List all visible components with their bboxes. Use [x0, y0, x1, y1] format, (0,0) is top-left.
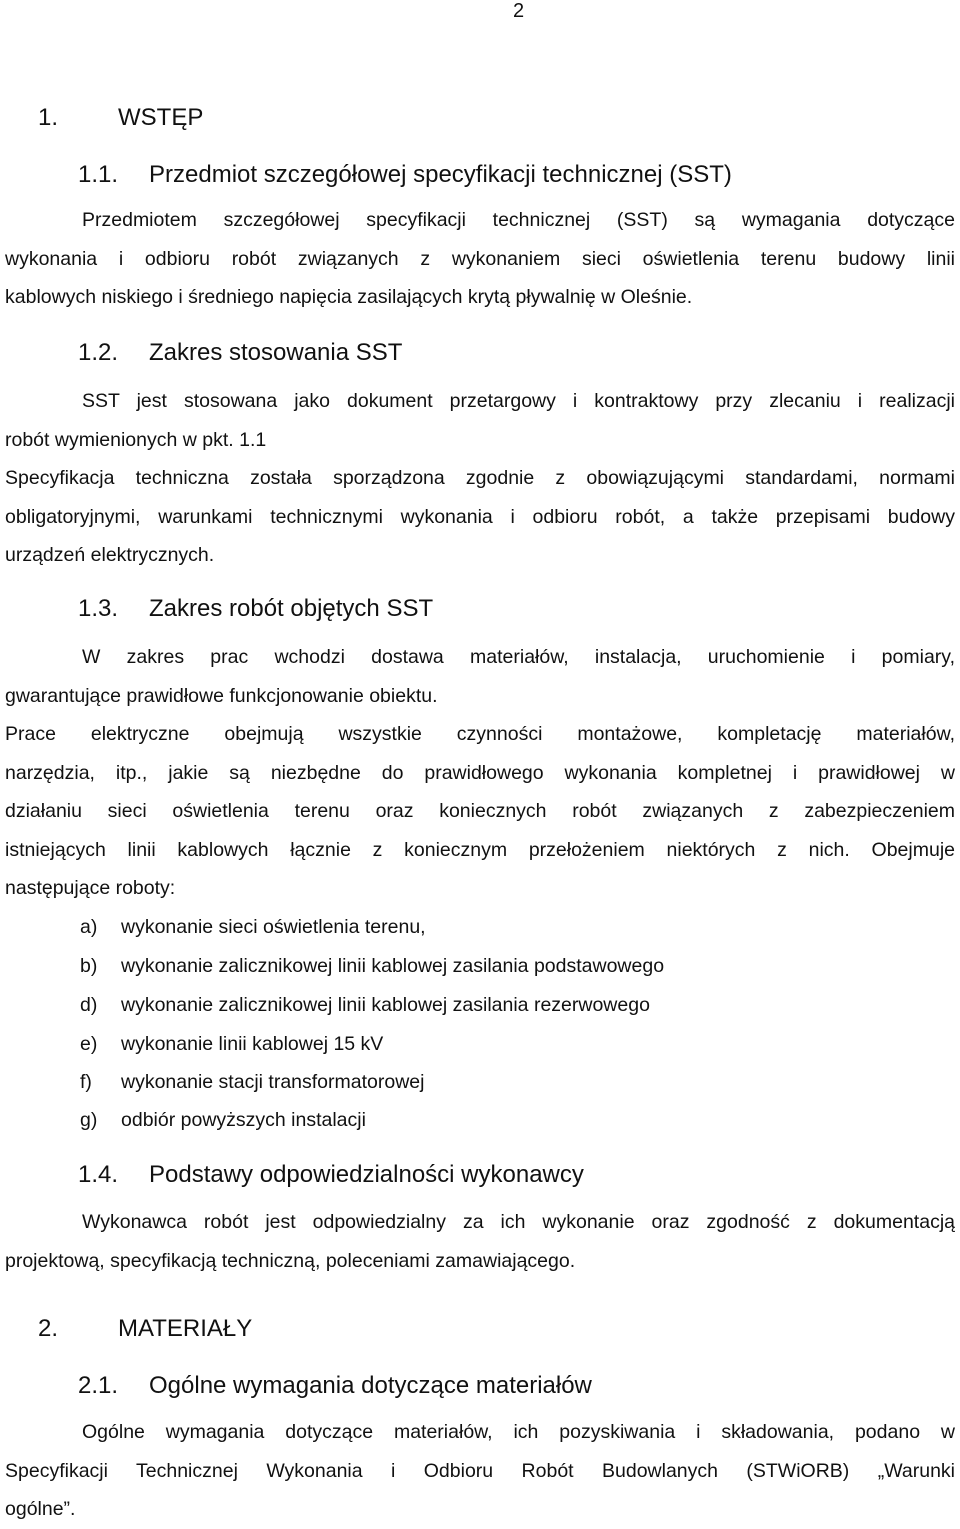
paragraph-line: kablowych niskiego i średniego napięcia zasilających krytą pływalnię w Oleśnie.	[5, 286, 693, 308]
paragraph-line: urządzeń elektrycznych.	[5, 544, 215, 566]
section-1-3-paragraph	[5, 638, 955, 908]
list-marker: b)	[80, 955, 98, 977]
list-item: odbiór powyższych instalacji	[121, 1109, 366, 1131]
paragraph-line: Specyfikacja techniczna została sporządzona zgodnie z obowiązującymi standardami, normami	[5, 467, 955, 489]
list-marker: e)	[80, 1033, 98, 1055]
section-1-1-title: Przedmiot szczegółowej specyfikacji technicznej (SST)	[149, 161, 732, 188]
section-1-4-paragraph	[5, 1203, 955, 1280]
paragraph-line: działaniu sieci oświetlenia terenu oraz koniecznych robót związanych z zabezpieczeniem	[5, 800, 955, 822]
list-item: wykonanie zalicznikowej linii kablowej zasilania podstawowego	[121, 955, 665, 977]
paragraph-line: następujące roboty:	[5, 877, 176, 899]
section-1-4-number: 1.4.	[78, 1161, 119, 1188]
paragraph-line: Prace elektryczne obejmują wszystkie czynności montażowe, kompletację materiałów,	[5, 723, 955, 745]
paragraph-line: gwarantujące prawidłowe funkcjonowanie obiektu.	[5, 684, 438, 707]
paragraph-line: wykonania i odbioru robót związanych z wykonaniem sieci oświetlenia terenu budowy linii	[5, 247, 955, 270]
section-2-number: 2.	[38, 1315, 59, 1342]
section-2-1-paragraph	[5, 1413, 955, 1529]
section-1-4-title: Podstawy odpowiedzialności wykonawcy	[149, 1161, 584, 1188]
list-item: wykonanie stacji transformatorowej	[121, 1071, 425, 1093]
list-marker: a)	[80, 916, 98, 938]
section-2-1-number: 2.1.	[78, 1372, 119, 1399]
list-marker: f)	[80, 1071, 92, 1093]
list-item: wykonanie zalicznikowej linii kablowej zasilania rezerwowego	[121, 994, 650, 1016]
section-1-1-paragraph	[5, 201, 955, 317]
paragraph-line: Przedmiotem szczegółowej specyfikacji technicznej (SST) są wymagania dotyczące	[82, 209, 955, 231]
page-number: 2	[513, 0, 525, 22]
section-1-3-number: 1.3.	[78, 595, 119, 622]
list-item: wykonanie linii kablowej 15 kV	[121, 1033, 384, 1055]
paragraph-line: Ogólne wymagania dotyczące materiałów, ich pozyskiwania i składowania, podano w	[82, 1421, 955, 1443]
section-1-2-title: Zakres stosowania SST	[149, 339, 403, 366]
paragraph-line: Specyfikacji Technicznej Wykonania i Odbioru Robót Budowlanych (STWiORB) „Warunki	[5, 1459, 955, 1482]
paragraph-line: istniejących linii kablowych łącznie z koniecznym przełożeniem niektórych z nich. Obejmuje	[5, 838, 955, 861]
section-1-2-number: 1.2.	[78, 339, 119, 366]
paragraph-line: SST jest stosowana jako dokument przetargowy i kontraktowy przy zlecaniu i realizacji	[82, 390, 955, 412]
list-marker: g)	[80, 1109, 98, 1131]
section-1-1-number: 1.1.	[78, 161, 119, 188]
paragraph-line: Wykonawca robót jest odpowiedzialny za ich wykonanie oraz zgodność z dokumentacją	[82, 1211, 955, 1233]
paragraph-line: projektową, specyfikacją techniczną, poleceniami zamawiającego.	[5, 1249, 576, 1272]
section-1-number: 1.	[38, 104, 59, 131]
paragraph-line: robót wymienionych w pkt. 1.1	[5, 428, 267, 451]
paragraph-line: narzędzia, itp., jakie są niezbędne do prawidłowego wykonania kompletnej i prawidłowej w	[5, 761, 955, 784]
list-item: wykonanie sieci oświetlenia terenu,	[121, 916, 426, 938]
section-1-2-paragraph-1	[5, 382, 955, 575]
paragraph-line: W zakres prac wchodzi dostawa materiałów, instalacja, uruchomienie i pomiary,	[82, 646, 955, 668]
section-2-title: MATERIAŁY	[118, 1315, 253, 1342]
section-1-3-title: Zakres robót objętych SST	[149, 595, 434, 622]
paragraph-line: obligatoryjnymi, warunkami technicznymi wykonania i odbioru robót, a także przepisami budowy	[5, 505, 955, 528]
section-1-title: WSTĘP	[118, 104, 204, 131]
section-2-1-title: Ogólne wymagania dotyczące materiałów	[149, 1372, 592, 1399]
paragraph-line: ogólne”.	[5, 1498, 76, 1520]
list-marker: d)	[80, 994, 98, 1016]
